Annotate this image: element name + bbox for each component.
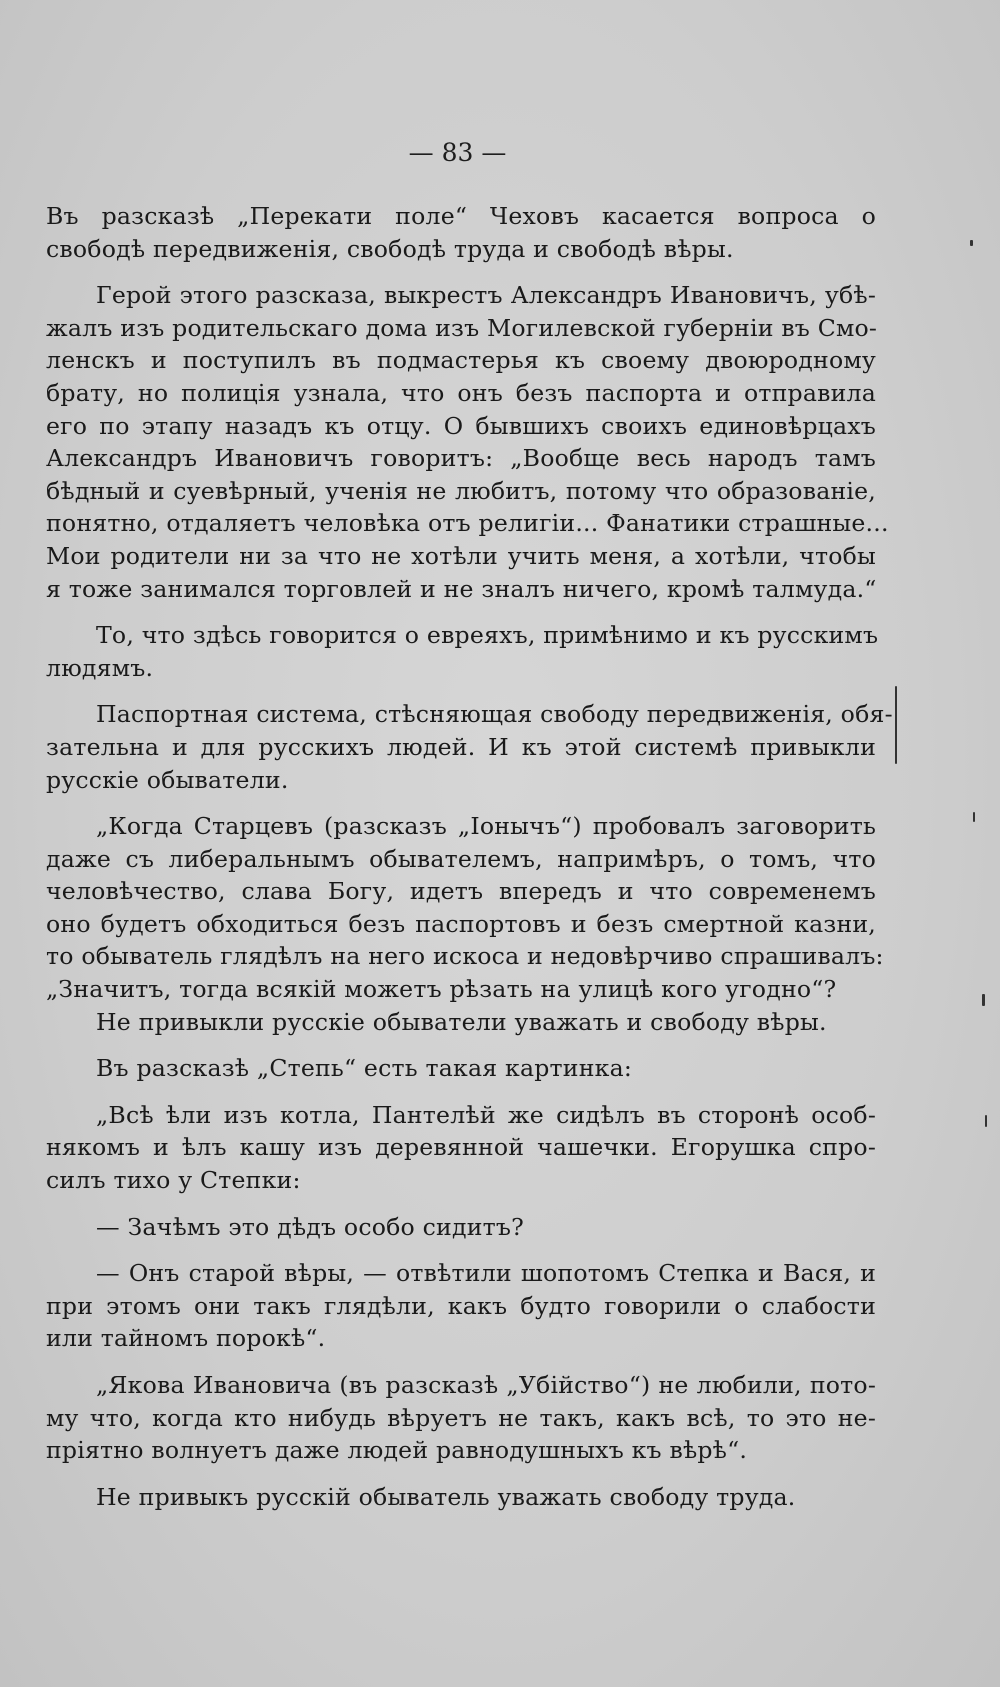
body-text [46, 200, 893, 1513]
text-line: — Онъ старой вѣры, — отвѣтили шопотомъ Степка и Вася, и [96, 1259, 876, 1288]
text-line: или тайномъ порокѣ“. [46, 1324, 326, 1353]
page-number: — 83 — [408, 138, 507, 167]
text-line: то обыватель глядѣлъ на него искоса и недовѣрчиво спрашивалъ: [46, 942, 884, 971]
text-line: Въ разсказѣ „Степь“ есть такая картинка: [96, 1054, 633, 1083]
text-line: его по этапу назадъ къ отцу. О бывшихъ своихъ единовѣрцахъ [46, 411, 876, 440]
text-line: жалъ изъ родительскаго дома изъ Могилевской губерніи въ Смо- [46, 313, 878, 342]
margin-mark [982, 994, 985, 1006]
text-line: при этомъ они такъ глядѣли, какъ будто говорили о слабости [46, 1291, 876, 1320]
text-line: я тоже занимался торговлей и не зналъ ничего, кромѣ талмуда.“ [46, 574, 877, 603]
text-line: „Всѣ ѣли изъ котла, Пантелѣй же сидѣлъ въ сторонѣ особ- [96, 1100, 876, 1129]
text-line: ленскъ и поступилъ въ подмастерья къ своему двоюродному [46, 346, 876, 375]
text-line: Не привыкли русскіе обыватели уважать и свободу вѣры. [96, 1007, 827, 1036]
text-line: силъ тихо у Степки: [46, 1166, 301, 1195]
margin-mark [895, 686, 897, 764]
text-line: „Значитъ, тогда всякій можетъ рѣзать на улицѣ кого угодно“? [46, 975, 837, 1004]
text-line: оно будетъ обходиться безъ паспортовъ и безъ смертной казни, [46, 909, 876, 938]
text-line: понятно, отдаляетъ человѣка отъ религіи... Фанатики страшные... [46, 509, 889, 538]
text-line: брату, но полиція узнала, что онъ безъ паспорта и отправила [46, 378, 876, 407]
text-line: Мои родители ни за что не хотѣли учить меня, а хотѣли, чтобы [46, 541, 876, 570]
text-line: людямъ. [46, 653, 154, 682]
text-line: человѣчество, слава Богу, идетъ впередъ и что современемъ [46, 877, 876, 906]
margin-mark [973, 812, 975, 822]
text-line: Не привыкъ русскій обыватель уважать свободу труда. [96, 1482, 796, 1511]
text-line: Въ разсказѣ „Перекати поле“ Чеховъ касается вопроса о [46, 202, 876, 230]
text-line: някомъ и ѣлъ кашу изъ деревянной чашечки. Егорушка спро- [46, 1133, 876, 1162]
text-line: зательна и для русскихъ людей. И къ этой системѣ привыкли [46, 732, 876, 761]
text-line: пріятно волнуетъ даже людей равнодушныхъ къ вѣрѣ“. [46, 1436, 748, 1465]
margin-mark [985, 1115, 987, 1127]
text-line: русскіе обыватели. [46, 765, 289, 794]
text-line: Александръ Ивановичъ говоритъ: „Вообще весь народъ тамъ [46, 444, 876, 473]
text-line: свободѣ передвиженія, свободѣ труда и свободѣ вѣры. [46, 234, 734, 263]
margin-mark [970, 240, 973, 246]
text-line: му что, когда кто нибудь вѣруетъ не такъ, какъ всѣ, то это не- [46, 1403, 876, 1432]
text-line: бѣдный и суевѣрный, ученія не любитъ, потому что образованіе, [46, 476, 876, 505]
text-line: „Якова Ивановича (въ разсказѣ „Убійство“) не любили, пото- [96, 1371, 876, 1399]
text-line: даже съ либеральнымъ обывателемъ, напримѣръ, о томъ, что [46, 844, 876, 873]
text-line: То, что здѣсь говорится о евреяхъ, примѣнимо и къ русскимъ [96, 621, 879, 650]
text-line: — Зачѣмъ это дѣдъ особо сидитъ? [96, 1212, 524, 1241]
text-line: „Когда Старцевъ (разсказъ „Іонычъ“) пробовалъ заговорить [96, 812, 876, 841]
text-line: Герой этого разсказа, выкрестъ Александръ Ивановичъ, убѣ- [96, 281, 876, 310]
text-line: Паспортная система, стѣсняющая свободу передвиженія, обя- [96, 700, 893, 729]
